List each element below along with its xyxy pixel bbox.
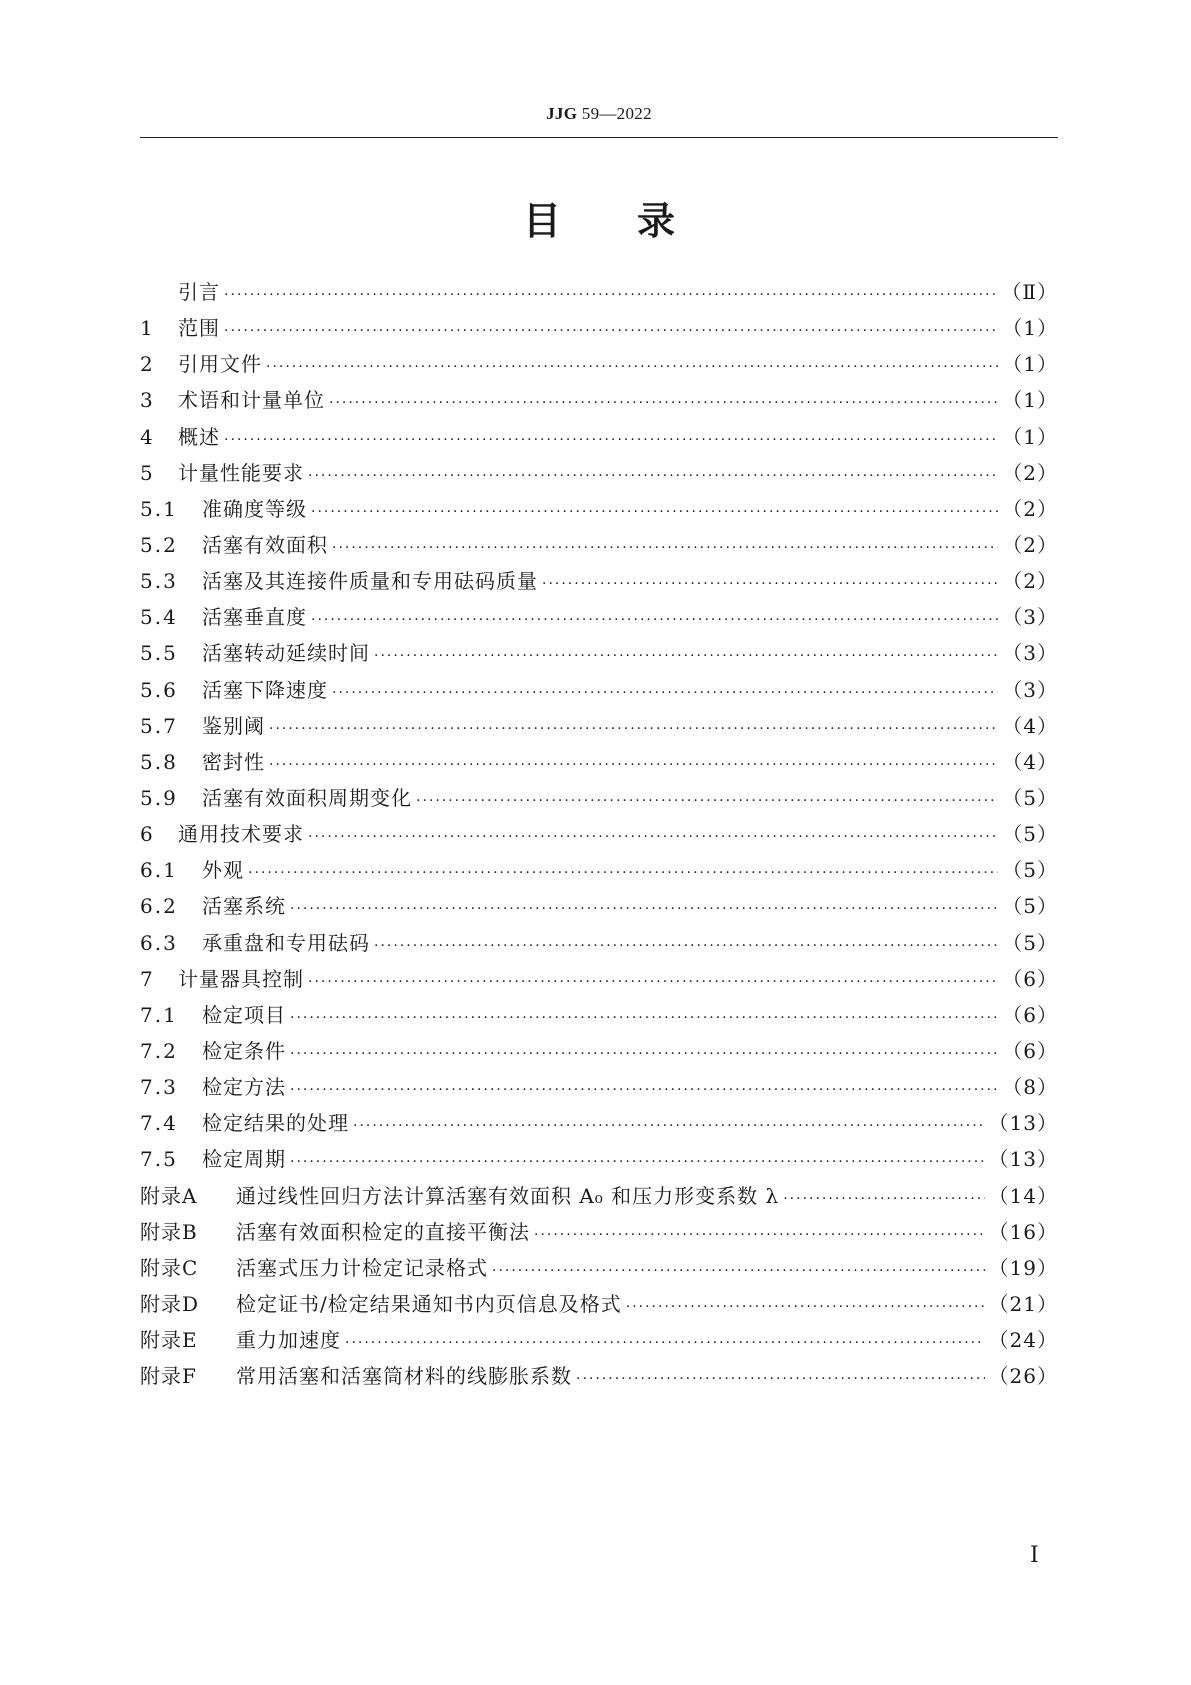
toc-leader-dots [492, 1263, 985, 1279]
toc-entry-title: 活塞及其连接件质量和专用砝码质量 [202, 569, 538, 594]
toc-entry[interactable] [140, 637, 1058, 673]
toc-entry-number: 附录F [140, 1364, 197, 1389]
toc-entry[interactable] [140, 710, 1058, 746]
toc-entry-number: 1 [140, 316, 155, 341]
toc-entry-number: 5.1 [140, 496, 178, 521]
toc-entry-number: 7.4 [140, 1111, 178, 1136]
toc-leader-dots [626, 1299, 985, 1315]
toc-entry-number: 附录C [140, 1255, 199, 1280]
toc-leader-dots [269, 721, 998, 737]
toc-entry-title: 鉴别阈 [202, 713, 265, 738]
toc-leader-dots [534, 1227, 985, 1243]
toc-entry[interactable] [140, 782, 1058, 818]
toc-leader-dots [332, 540, 998, 556]
toc-entry-title: 活塞有效面积 [202, 532, 328, 557]
toc-leader-dots [332, 685, 998, 701]
toc-leader-dots [248, 865, 998, 881]
toc-entry-title: 检定方法 [202, 1075, 286, 1100]
toc-entry-title: 通过线性回归方法计算活塞有效面积 A₀ 和压力形变系数 λ [236, 1183, 780, 1208]
toc-entry[interactable] [140, 1071, 1058, 1107]
toc-leader-dots [266, 359, 998, 375]
toc-entry-page: （5） [1002, 894, 1058, 919]
toc-entry-title: 准确度等级 [202, 496, 307, 521]
toc-entry-page: （3） [1002, 605, 1058, 630]
toc-entry-page: （1） [1002, 388, 1058, 413]
toc-entry-page: （8） [1002, 1075, 1058, 1100]
toc-entry-title: 常用活塞和活塞筒材料的线膨胀系数 [236, 1364, 572, 1389]
toc-entry-page: （13） [988, 1147, 1058, 1172]
toc-entry-page: （5） [1002, 930, 1058, 955]
toc-entry[interactable] [140, 1216, 1058, 1252]
toc-entry-page: （5） [1002, 785, 1058, 810]
toc-leader-dots [308, 829, 998, 845]
toc-entry-page: （13） [988, 1111, 1058, 1136]
toc-entry-number: 附录E [140, 1328, 198, 1353]
toc-leader-dots [290, 1154, 985, 1170]
toc-entry-title: 检定周期 [202, 1147, 286, 1172]
toc-entry-page: （3） [1002, 677, 1058, 702]
toc-leader-dots [290, 1046, 998, 1062]
toc-entry-title: 活塞系统 [202, 894, 286, 919]
toc-entry[interactable] [140, 1324, 1058, 1360]
toc-entry-title: 检定证书/检定结果通知书内页信息及格式 [236, 1291, 622, 1316]
toc-leader-dots [416, 793, 998, 809]
table-of-contents [140, 276, 1058, 1396]
toc-entry[interactable] [140, 890, 1058, 926]
toc-entry-page: （16） [988, 1219, 1058, 1244]
toc-leader-dots [542, 576, 998, 592]
toc-entry[interactable] [140, 565, 1058, 601]
toc-entry-page: （6） [1002, 1002, 1058, 1027]
toc-entry-number: 6.2 [140, 894, 178, 919]
toc-entry-number: 7.1 [140, 1002, 178, 1027]
toc-entry-title: 活塞转动延续时间 [202, 641, 370, 666]
toc-entry-number: 5.6 [140, 677, 178, 702]
toc-entry-page: （4） [1002, 749, 1058, 774]
toc-entry[interactable] [140, 421, 1058, 457]
toc-entry-number: 5 [140, 460, 155, 485]
toc-entry-title: 活塞有效面积周期变化 [202, 785, 412, 810]
toc-entry[interactable] [140, 1107, 1058, 1143]
toc-entry-title: 活塞有效面积检定的直接平衡法 [236, 1219, 530, 1244]
toc-entry-title: 活塞下降速度 [202, 677, 328, 702]
toc-entry[interactable] [140, 818, 1058, 854]
toc-entry-page: （1） [1002, 424, 1058, 449]
toc-leader-dots [345, 1335, 985, 1351]
toc-entry-page: （2） [1002, 532, 1058, 557]
toc-entry-number: 5.3 [140, 569, 178, 594]
toc-leader-dots [269, 757, 998, 773]
toc-entry[interactable] [140, 1288, 1058, 1324]
toc-entry-page: （2） [1002, 496, 1058, 521]
toc-entry[interactable] [140, 1143, 1058, 1179]
toc-entry-number: 5.7 [140, 713, 178, 738]
toc-leader-dots [290, 1082, 998, 1098]
toc-entry[interactable] [140, 384, 1058, 420]
toc-entry[interactable] [140, 854, 1058, 890]
toc-entry-title: 计量器具控制 [178, 966, 304, 991]
toc-leader-dots [311, 504, 998, 520]
toc-entry-page: （3） [1002, 641, 1058, 666]
toc-entry-title: 检定条件 [202, 1038, 286, 1063]
toc-entry-page: （1） [1002, 352, 1058, 377]
toc-entry[interactable] [140, 963, 1058, 999]
toc-entry-number: 5.4 [140, 605, 178, 630]
toc-entry-title: 检定结果的处理 [202, 1111, 349, 1136]
toc-entry-number: 7 [140, 966, 155, 991]
toc-entry[interactable] [140, 746, 1058, 782]
header-divider [140, 137, 1058, 138]
toc-entry-page: （2） [1002, 460, 1058, 485]
toc-entry-page: （6） [1002, 966, 1058, 991]
toc-leader-dots [374, 938, 998, 954]
toc-entry-number: 附录D [140, 1291, 200, 1316]
toc-entry-number: 7.5 [140, 1147, 178, 1172]
toc-entry-number: 5.5 [140, 641, 178, 666]
toc-entry-page: （2） [1002, 569, 1058, 594]
toc-entry-title: 重力加速度 [236, 1328, 341, 1353]
toc-entry[interactable] [140, 999, 1058, 1035]
toc-entry-page: （4） [1002, 713, 1058, 738]
toc-leader-dots [290, 1010, 998, 1026]
toc-leader-dots [374, 648, 998, 664]
toc-entry-title: 活塞垂直度 [202, 605, 307, 630]
toc-entry[interactable] [140, 601, 1058, 637]
toc-leader-dots [576, 1371, 985, 1387]
toc-entry-title: 概述 [178, 424, 220, 449]
toc-entry-title: 检定项目 [202, 1002, 286, 1027]
page-number: Ⅰ [1030, 1542, 1039, 1567]
toc-entry-number: 5.8 [140, 749, 178, 774]
toc-entry-page: （19） [988, 1255, 1058, 1280]
toc-leader-dots [224, 323, 998, 339]
toc-entry-page: （1） [1002, 316, 1058, 341]
toc-entry-number: 附录B [140, 1219, 198, 1244]
toc-leader-dots [308, 974, 998, 990]
toc-leader-dots [224, 432, 998, 448]
toc-entry[interactable] [140, 276, 1058, 312]
toc-entry-number: 6.1 [140, 858, 178, 883]
toc-entry-title: 计量性能要求 [178, 460, 304, 485]
standard-number: 59—2022 [581, 104, 652, 123]
toc-leader-dots [353, 1118, 985, 1134]
toc-entry[interactable] [140, 348, 1058, 384]
toc-entry-title: 通用技术要求 [178, 822, 304, 847]
running-header [140, 104, 1058, 124]
toc-entry-title: 术语和计量单位 [178, 388, 325, 413]
toc-entry-number: 5.2 [140, 532, 178, 557]
toc-entry-page: （5） [1002, 822, 1058, 847]
toc-entry-page: （24） [988, 1328, 1058, 1353]
toc-entry-page: （6） [1002, 1038, 1058, 1063]
toc-entry[interactable] [140, 457, 1058, 493]
toc-entry[interactable] [140, 312, 1058, 348]
toc-entry-page: （26） [988, 1364, 1058, 1389]
toc-entry[interactable] [140, 1035, 1058, 1071]
toc-entry-number: 4 [140, 424, 155, 449]
toc-leader-dots [311, 612, 998, 628]
toc-entry-number: 6 [140, 822, 155, 847]
toc-entry-title: 引用文件 [178, 352, 262, 377]
toc-entry-title: 外观 [202, 858, 244, 883]
toc-leader-dots [290, 901, 998, 917]
toc-entry-number: 7.3 [140, 1075, 178, 1100]
toc-entry[interactable] [140, 1180, 1058, 1216]
toc-entry-title: 引言 [178, 280, 220, 304]
toc-entry[interactable] [140, 927, 1058, 963]
toc-entry-page: （21） [988, 1291, 1058, 1316]
toc-entry-number: 2 [140, 352, 155, 377]
toc-entry-page: （Ⅱ） [1001, 280, 1058, 304]
toc-entry-number: 7.2 [140, 1038, 178, 1063]
toc-entry-number: 5.9 [140, 785, 178, 810]
toc-entry-number: 6.3 [140, 930, 178, 955]
toc-entry-number: 附录A [140, 1183, 198, 1208]
toc-leader-dots [308, 468, 998, 484]
standard-prefix: JJG [546, 104, 578, 123]
toc-leader-dots [224, 287, 997, 303]
toc-entry-page: （5） [1002, 858, 1058, 883]
toc-entry-title: 承重盘和专用砝码 [202, 930, 370, 955]
toc-entry-title: 活塞式压力计检定记录格式 [236, 1255, 488, 1280]
toc-entry-title: 密封性 [202, 749, 265, 774]
toc-leader-dots [783, 1191, 984, 1207]
toc-entry-title: 范围 [178, 316, 220, 341]
toc-entry[interactable] [140, 1252, 1058, 1288]
toc-entry[interactable] [140, 529, 1058, 565]
toc-entry-number: 3 [140, 388, 155, 413]
toc-entry-page: （14） [988, 1183, 1058, 1208]
toc-entry[interactable] [140, 1360, 1058, 1396]
toc-leader-dots [329, 395, 998, 411]
page-title: 目 录 [522, 199, 675, 243]
toc-entry[interactable] [140, 493, 1058, 529]
toc-entry[interactable] [140, 674, 1058, 710]
